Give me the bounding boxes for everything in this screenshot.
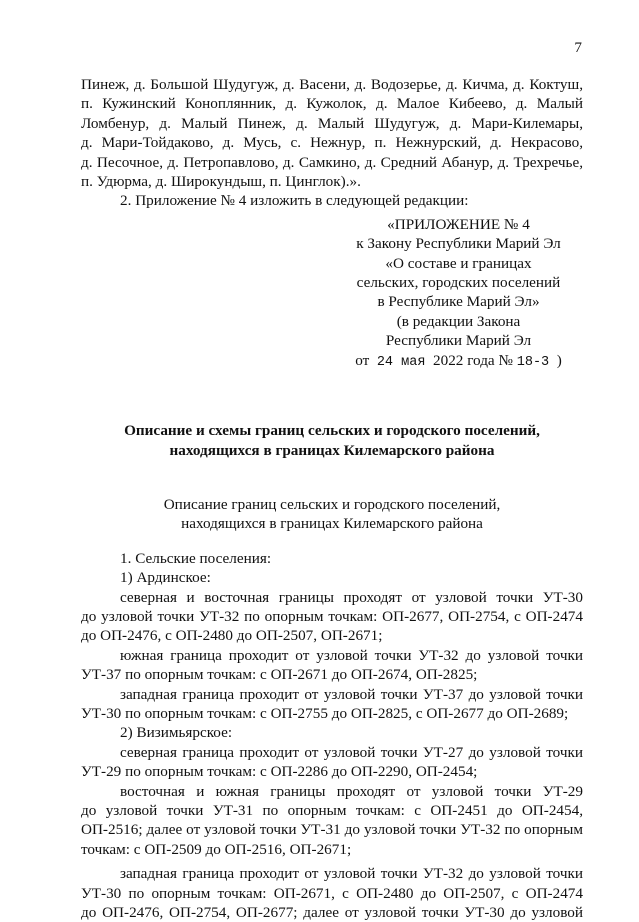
- vizimyarskoe-north: [81, 743, 583, 782]
- subtitle-line: Описание границ сельских и городского поселений,: [163, 495, 501, 513]
- subtitle-line: находящихся в границах Килемарского района: [181, 515, 483, 533]
- text-line: УТ-29 по опорным точкам: с ОП-2286 до ОП-2290, ОП-2454;: [81, 763, 478, 781]
- appendix-line: Республики Марий Эл: [385, 332, 532, 350]
- text-line: п. Удюрма, д. Широкундыш, п. Цинглок).».: [81, 173, 361, 191]
- text-line: южная граница проходит от узловой точки УТ-32 до узловой точки: [120, 646, 583, 664]
- vizimyarskoe-west: [81, 864, 583, 922]
- section-heading: 1. Сельские поселения:: [120, 549, 272, 567]
- vizimyarskoe-heading: 2) Визимьярское:: [120, 724, 233, 742]
- ardinskoe-south: [81, 646, 583, 685]
- document-title: [81, 421, 583, 460]
- text-line: западная граница проходит от узловой точки УТ-37 до узловой точки: [120, 685, 583, 703]
- vizimyarskoe-east-south: [81, 782, 583, 860]
- law-number: 18-3: [516, 354, 550, 370]
- law-date: 24 мая: [376, 354, 426, 370]
- text-line: УТ-37 по опорным точкам: с ОП-2671 до ОП-2674, ОП-2825;: [81, 666, 478, 684]
- close-paren: ): [556, 351, 562, 369]
- text-line: п. Кужинский Коноплянник, д. Кужолок, д. Малое Кибеево, д. Малый: [81, 95, 583, 113]
- amendment-item-2: 2. Приложение № 4 изложить в следующей редакции:: [120, 192, 469, 210]
- ardinskoe-north-east: [81, 588, 583, 646]
- text-line: северная и восточная границы проходят от узловой точки УТ-30: [120, 588, 583, 606]
- title-line: Описание и схемы границ сельских и городского поселений,: [124, 422, 540, 440]
- ardinskoe-west: [81, 685, 583, 724]
- text-line: западная граница проходит от узловой точки УТ-32 до узловой точки: [120, 865, 583, 883]
- text-line: точкам: с ОП-2509 до ОП-2516, ОП-2671;: [81, 840, 352, 858]
- text-line: Ломбенур, д. Малый Пинеж, д. Малый Шудугуж, д. Мари-Килемары,: [81, 114, 583, 132]
- text-line: до ОП-2476, с ОП-2480 до ОП-2507, ОП-2671;: [81, 627, 383, 645]
- appendix-line: «О составе и границах: [385, 254, 532, 272]
- ardinskoe-heading: 1) Ардинское:: [120, 569, 211, 587]
- text-line: УТ-30 по опорным точкам: с ОП-2755 до ОП-2825, с ОП-2677 до ОП-2689;: [81, 704, 569, 722]
- law-year: 2022 года №: [433, 351, 513, 369]
- text-line: д. Песочное, д. Петропавлово, д. Самкино, д. Средний Абанур, д. Трехречье,: [81, 153, 583, 171]
- text-line: до ОП-2476, ОП-2754, ОП-2677; далее от узловой точки УТ-30 до узловой: [81, 904, 583, 922]
- text-line: ОП-2516; далее от узловой точки УТ-31 до узловой точки УТ-32 по опорным: [81, 821, 583, 839]
- document-subtitle: [81, 495, 583, 534]
- text-line: Пинеж, д. Большой Шудугуж, д. Васени, д. Водозерье, д. Кичма, д. Коктуш,: [81, 76, 583, 93]
- text-line: УТ-30 по опорным точкам: ОП-2671, с ОП-2480 до ОП-2507, с ОП-2474: [81, 884, 583, 902]
- from-prefix: от: [355, 351, 370, 369]
- appendix-line: (в редакции Закона: [396, 312, 521, 330]
- text-line: до узловой точки УТ-32 по опорным точкам: ОП-2677, ОП-2754, с ОП-2474: [81, 607, 583, 625]
- appendix-line: сельских, городских поселений: [356, 274, 561, 292]
- text-line: до узловой точки УТ-31 по опорным точкам: с ОП-2451 до ОП-2454,: [81, 802, 583, 819]
- text-line: д. Мари-Тойдаково, д. Мусь, с. Нежнур, п. Нежнурский, д. Некрасово,: [81, 134, 583, 152]
- page-number: 7: [574, 39, 582, 56]
- law-date-line: [321, 351, 596, 372]
- document-body: [81, 75, 583, 922]
- appendix-line: «ПРИЛОЖЕНИЕ № 4: [387, 215, 530, 233]
- appendix-header: [321, 215, 596, 372]
- intro-paragraph: [81, 75, 583, 191]
- title-line: находящихся в границах Килемарского района: [169, 441, 495, 459]
- text-line: восточная и южная границы проходят от узловой точки УТ-29: [120, 782, 583, 800]
- text-line: северная граница проходит от узловой точки УТ-27 до узловой точки: [120, 743, 583, 761]
- appendix-line: в Республике Марий Эл»: [377, 293, 540, 311]
- appendix-line: к Закону Республики Марий Эл: [356, 235, 561, 253]
